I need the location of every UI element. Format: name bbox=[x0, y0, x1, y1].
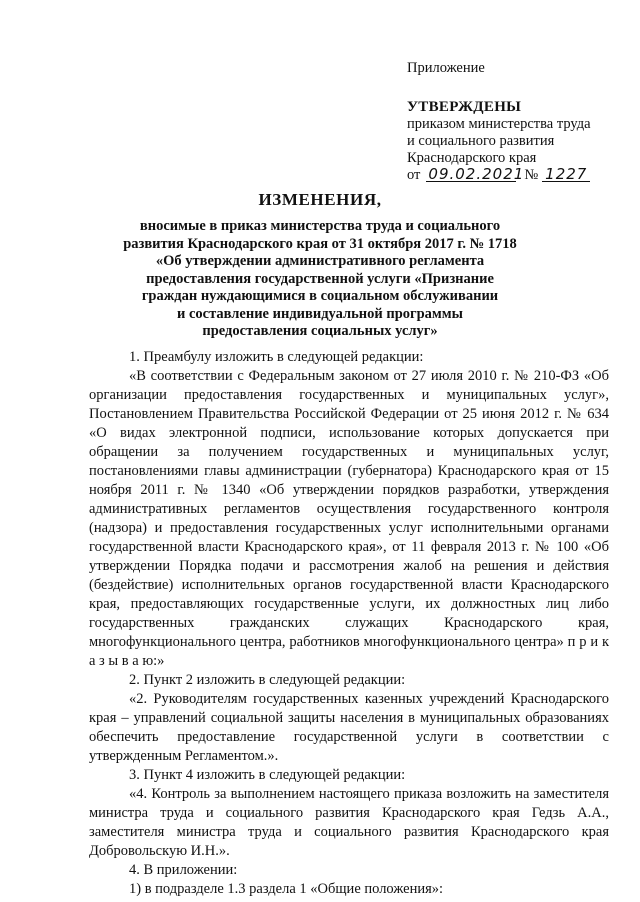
handwritten-number: 1227 bbox=[542, 167, 590, 182]
approved-by-line-2: и социального развития bbox=[407, 133, 555, 149]
paragraph-item-2: 2. Пункт 2 изложить в следующей редакции: bbox=[129, 672, 406, 688]
paragraph-preamble-text: «В соответствии с Федеральным законом от 27 июля 2010 г. № 210-ФЗ «Об организации предоставления государственных и муниципальных услуг», Постановлением Правительства Российской Федерации от 25 июня 2012 г. № 634 «О видах электронной подписи, использование которых допускается при обращении за получением государственных и муниципальных услуг, постановлениями главы администрации (губернатора) Краснодарского края от 15 ноября 2011 г. № 1340 «Об утверждении порядков разработки, утверждения административных регламентов осуществления государственного контроля (надзора) и предоставления государственных услуг исполнительными органами государственной власти Краснодарского края», от 11 февраля 2013 г. № 100 «Об утверждении Порядка подачи и рассмотрения жалоб на решения и действия (бездействие) исполнительных органов государственной власти Краснодарского края, предоставляющих государственные услуги, их должностных лиц либо государственных гражданских служащих Краснодарского края, многофункционального центра, работников многофункционального центра» п р и к а з ы в а ю:» bbox=[89, 368, 609, 669]
paragraph-clause-4-text: «4. Контроль за выполнением настоящего приказа возложить на заместителя министра труда и социального развития Краснодарского края Гедзь А.А., заместителя министра труда и социального развития Краснодарского края Добровольскую И.Н.». bbox=[89, 786, 609, 859]
appendix-label: Приложение bbox=[407, 60, 485, 76]
document-title: ИЗМЕНЕНИЯ, bbox=[258, 190, 382, 209]
approved-by-line-1: приказом министерства труда bbox=[407, 116, 591, 132]
title-line-5: граждан нуждающимися в социальном обслуживании bbox=[141, 288, 499, 304]
paragraph-subitem-1: 1) в подразделе 1.3 раздела 1 «Общие положения»: bbox=[129, 881, 444, 897]
paragraph-item-4: 4. В приложении: bbox=[129, 862, 238, 878]
title-line-3: «Об утверждении административного регламента bbox=[155, 253, 485, 269]
order-date-number-line bbox=[407, 167, 617, 184]
title-line-4: предоставления государственной услуги «Признание bbox=[146, 270, 494, 287]
title-line-1: вносимые в приказ министерства труда и социального bbox=[139, 218, 501, 234]
approval-stamp-block bbox=[407, 60, 617, 184]
paragraph-item-3: 3. Пункт 4 изложить в следующей редакции: bbox=[129, 767, 406, 783]
handwritten-date: 09.02.2021 bbox=[428, 165, 525, 183]
title-line-6: и составление индивидуальной программы bbox=[176, 305, 463, 322]
paragraph-item-1: 1. Преамбулу изложить в следующей редакции: bbox=[129, 349, 424, 365]
approved-heading: УТВЕРЖДЕНЫ bbox=[407, 99, 522, 115]
title-line-2: развития Краснодарского края от 31 октября 2017 г. № 1718 bbox=[123, 235, 517, 252]
document-title-block bbox=[90, 190, 550, 341]
number-label: № bbox=[524, 167, 539, 183]
title-line-7: предоставления социальных услуг» bbox=[202, 323, 438, 339]
approved-by-line-3: Краснодарского края bbox=[407, 150, 537, 166]
document-body bbox=[89, 348, 609, 899]
paragraph-clause-2-text: «2. Руководителям государственных казенных учреждений Краснодарского края – управлений социальной защиты населения в муниципальных образованиях обеспечить предоставление государственной услуги в соответствии с утвержденным Регламентом.». bbox=[89, 691, 609, 764]
from-label: от bbox=[407, 167, 421, 183]
